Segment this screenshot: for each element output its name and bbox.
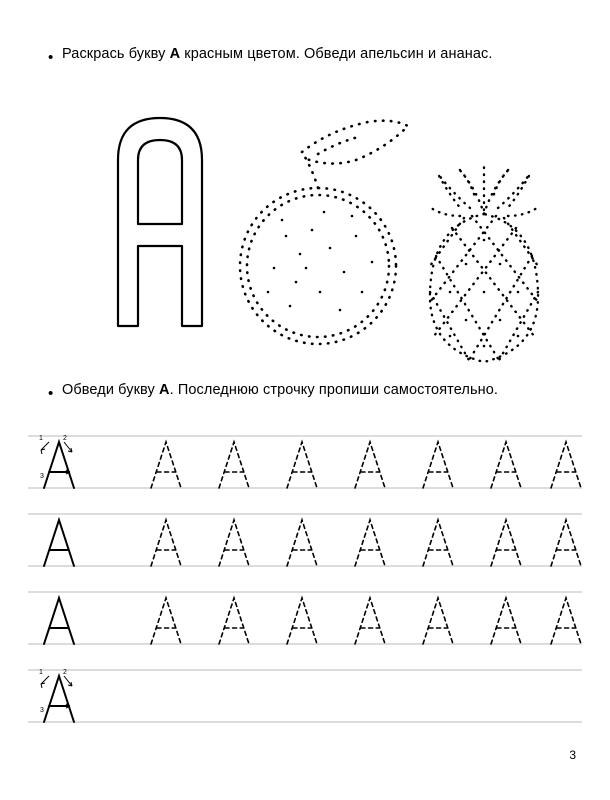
bullet-icon: • <box>48 385 54 402</box>
practice-row-3[interactable] <box>28 588 582 658</box>
dashed-letters <box>151 598 581 644</box>
svg-text:3: 3 <box>40 707 44 714</box>
task-2-text <box>62 380 498 401</box>
guide-lines <box>28 670 582 722</box>
dashed-letters <box>151 442 581 488</box>
task-1 <box>48 44 563 65</box>
practice-row-1[interactable] <box>28 432 582 502</box>
dashed-letters <box>151 520 581 566</box>
practice-rows <box>28 432 582 744</box>
task-2-text-after: . Последнюю строчку пропиши самостоятельно. <box>169 382 499 398</box>
illustration-row <box>0 96 610 376</box>
task-2-text-before: Обведи букву <box>62 382 160 398</box>
svg-text:3: 3 <box>40 473 44 480</box>
task-1-text-before: Раскрась букву <box>62 46 170 62</box>
model-letter <box>44 520 74 566</box>
page-number: 3 <box>569 748 576 762</box>
task-1-text <box>62 44 493 65</box>
svg-text:2: 2 <box>63 669 67 676</box>
pineapple-dotted <box>428 162 540 362</box>
orange-texture-dots <box>267 211 374 312</box>
model-letter <box>44 598 74 644</box>
orange-dotted <box>240 121 408 344</box>
letter-a-outline <box>118 118 202 326</box>
svg-text:2: 2 <box>63 435 67 442</box>
practice-row-4[interactable] <box>28 666 582 736</box>
task-1-text-after: красным цветом. Обведи апельсин и ананас. <box>180 46 493 62</box>
task-2 <box>48 380 518 401</box>
bullet-icon: • <box>48 49 54 66</box>
task-2-letter: А <box>159 382 170 398</box>
svg-text:1: 1 <box>39 435 43 442</box>
svg-text:1: 1 <box>39 669 43 676</box>
pineapple-texture-dots <box>449 239 520 348</box>
task-1-letter: А <box>169 46 181 62</box>
practice-row-2[interactable] <box>28 510 582 580</box>
